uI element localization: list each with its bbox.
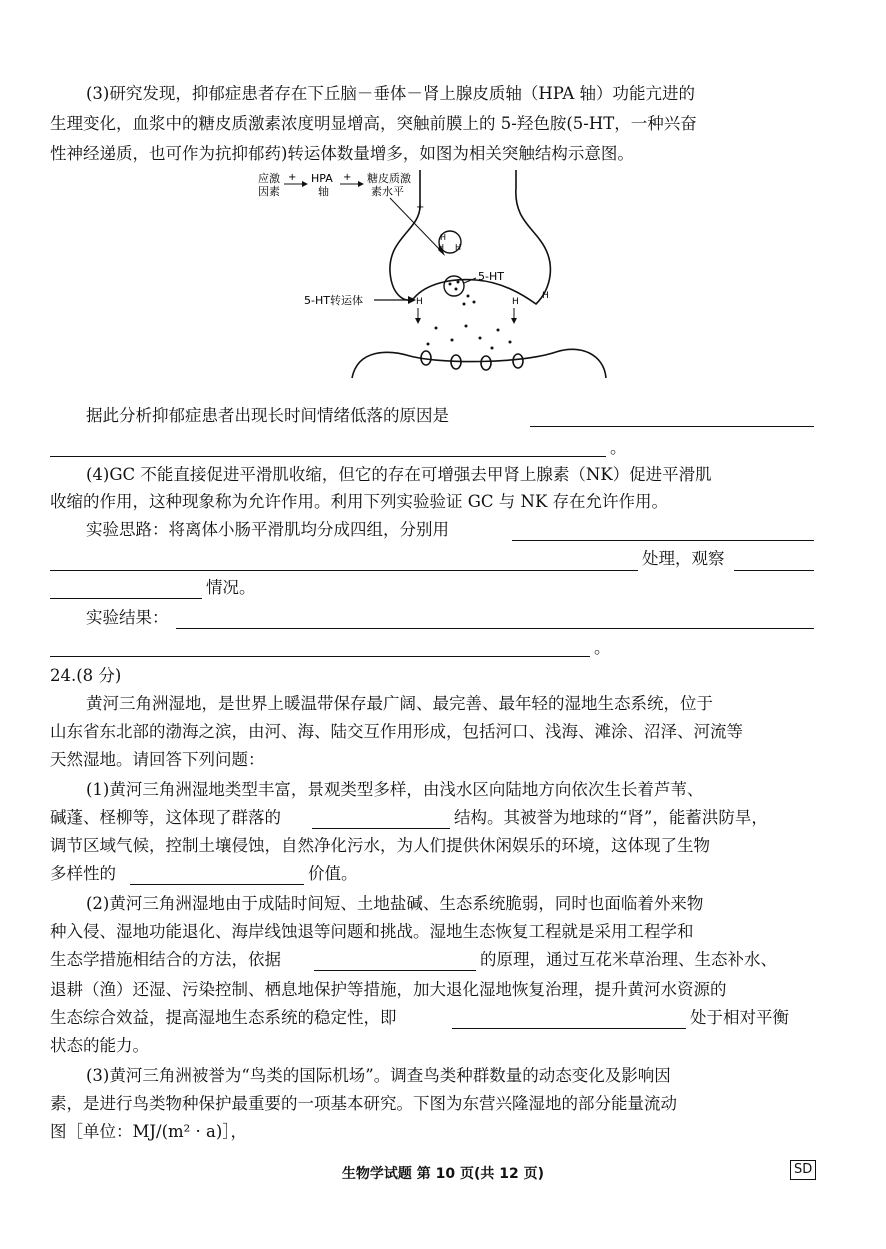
- gc-level-label-1: 糖皮质激: [367, 172, 411, 185]
- svg-text:H: H: [438, 243, 445, 252]
- stress-label-1: 应激: [258, 172, 280, 185]
- svg-text:H: H: [416, 297, 423, 307]
- answer-blank[interactable]: [176, 628, 814, 629]
- answer-blank[interactable]: [512, 540, 814, 541]
- q4-line-2: 收缩的作用，这种现象称为允许作用。利用下列实验验证 GC 与 NK 存在允许作用。: [50, 492, 669, 511]
- q24-p3-line-3: 图［单位：MJ/(m² · a)］，: [50, 1122, 248, 1141]
- svg-text:H: H: [542, 291, 549, 301]
- plus-sign-2: +: [343, 172, 352, 183]
- q3-line-1: (3)研究发现，抑郁症患者存在下丘脑－垂体－肾上腺皮质轴（HPA 轴）功能亢进的: [86, 84, 696, 103]
- answer-blank[interactable]: [130, 884, 304, 885]
- answer-blank[interactable]: [734, 570, 814, 571]
- q4-result-prompt: 实验结果：: [86, 608, 169, 627]
- q24-p1-line-2a: 碱蓬、柽柳等，这体现了群落的: [50, 808, 281, 827]
- q3-line-3: 性神经递质，也可作为抗抑郁药)转运体数量增多，如图为相关突触结构示意图。: [50, 144, 634, 163]
- stress-label-2: 因素: [258, 185, 280, 198]
- q24-intro-1: 黄河三角洲湿地，是世界上暖温带保存最广阔、最完善、最年轻的湿地生态系统，位于: [86, 694, 713, 713]
- q24-p2-line-3a: 生态学措施相结合的方法，依据: [50, 950, 281, 969]
- q24-p1-line-3: 调节区域气候，控制土壤侵蚀，自然净化污水，为人们提供休闲娱乐的环境，这体现了生物: [50, 836, 710, 855]
- plus-sign-3: +: [416, 202, 425, 213]
- q4-treat-text: 处理，观察: [642, 549, 725, 568]
- q24-p2-line-4: 退耕（渔）还湿、污染控制、栖息地保护等措施，加大退化湿地恢复治理，提升黄河水资源的: [50, 980, 727, 999]
- sd-badge: SD: [790, 1160, 816, 1180]
- period: 。: [610, 438, 627, 457]
- q24-p2-line-6: 状态的能力。: [50, 1036, 149, 1055]
- q24-header: 24.(8 分): [50, 666, 122, 685]
- q24-p1-line-4b: 价值。: [308, 864, 358, 883]
- gc-level-label-2: 素水平: [371, 185, 404, 198]
- answer-blank[interactable]: [312, 828, 450, 829]
- q24-p2-line-2: 种入侵、湿地功能退化、海岸线蚀退等问题和挑战。湿地生态恢复工程就是采用工程学和: [50, 922, 694, 941]
- answer-blank[interactable]: [530, 426, 814, 427]
- answer-blank[interactable]: [50, 456, 606, 457]
- period: 。: [594, 638, 611, 657]
- q24-p2-line-5b: 处于相对平衡: [690, 1008, 789, 1027]
- q4-line-1: (4)GC 不能直接促进平滑肌收缩，但它的存在可增强去甲肾上腺素（NK）促进平滑肌: [86, 465, 712, 484]
- q24-p2-line-1: (2)黄河三角洲湿地由于成陆时间短、土地盐碱、生态系统脆弱，同时也面临着外来物: [86, 894, 704, 913]
- q4-situation-text: 情况。: [206, 578, 256, 597]
- q24-intro-2: 山东省东北部的渤海之滨，由河、海、陆交互作用形成，包括河口、浅海、滩涂、沼泽、河流等: [50, 722, 743, 741]
- hpa-label-1: HPA: [311, 172, 333, 185]
- svg-text:H: H: [440, 233, 447, 242]
- hpa-label-2: 轴: [318, 185, 329, 198]
- 5ht-label: 5-HT: [478, 270, 504, 283]
- svg-text:H: H: [455, 243, 462, 252]
- q24-p1-line-4a: 多样性的: [50, 864, 116, 883]
- q3-line-2: 生理变化，血浆中的糖皮质激素浓度明显增高，突触前膜上的 5-羟色胺(5-HT，一种兴奋: [50, 114, 697, 133]
- q24-p2-line-3b: 的原理，通过互花米草治理、生态补水、: [480, 950, 777, 969]
- q24-p3-line-2: 素，是进行鸟类物种保护最重要的一项基本研究。下图为东营兴隆湿地的部分能量流动: [50, 1094, 677, 1113]
- svg-text:H: H: [512, 297, 519, 307]
- q24-intro-3: 天然湿地。请回答下列问题：: [50, 750, 265, 769]
- synapse-diagram: [240, 168, 620, 384]
- transporter-label: 5-HT转运体: [304, 294, 363, 307]
- q24-p1-line-1: (1)黄河三角洲湿地类型丰富，景观类型多样，由浅水区向陆地方向依次生长着芦苇、: [86, 780, 704, 799]
- answer-blank[interactable]: [50, 598, 202, 599]
- q24-p1-line-2b: 结构。其被誉为地球的“肾”，能蓄洪防旱，: [454, 808, 768, 827]
- answer-blank[interactable]: [314, 970, 476, 971]
- q24-p2-line-5a: 生态综合效益，提高湿地生态系统的稳定性，即: [50, 1008, 397, 1027]
- q3-analysis-prompt: 据此分析抑郁症患者出现长时间情绪低落的原因是: [86, 406, 449, 425]
- q4-idea-prompt: 实验思路：将离体小肠平滑肌均分成四组，分别用: [86, 520, 449, 539]
- page-footer: 生物学试题 第 10 页(共 12 页): [341, 1166, 545, 1182]
- answer-blank[interactable]: [452, 1028, 686, 1029]
- answer-blank[interactable]: [50, 570, 638, 571]
- plus-sign-1: +: [288, 172, 297, 183]
- q24-p3-line-1: (3)黄河三角洲被誉为“鸟类的国际机场”。调查鸟类种群数量的动态变化及影响因: [86, 1066, 671, 1085]
- answer-blank[interactable]: [50, 656, 590, 657]
